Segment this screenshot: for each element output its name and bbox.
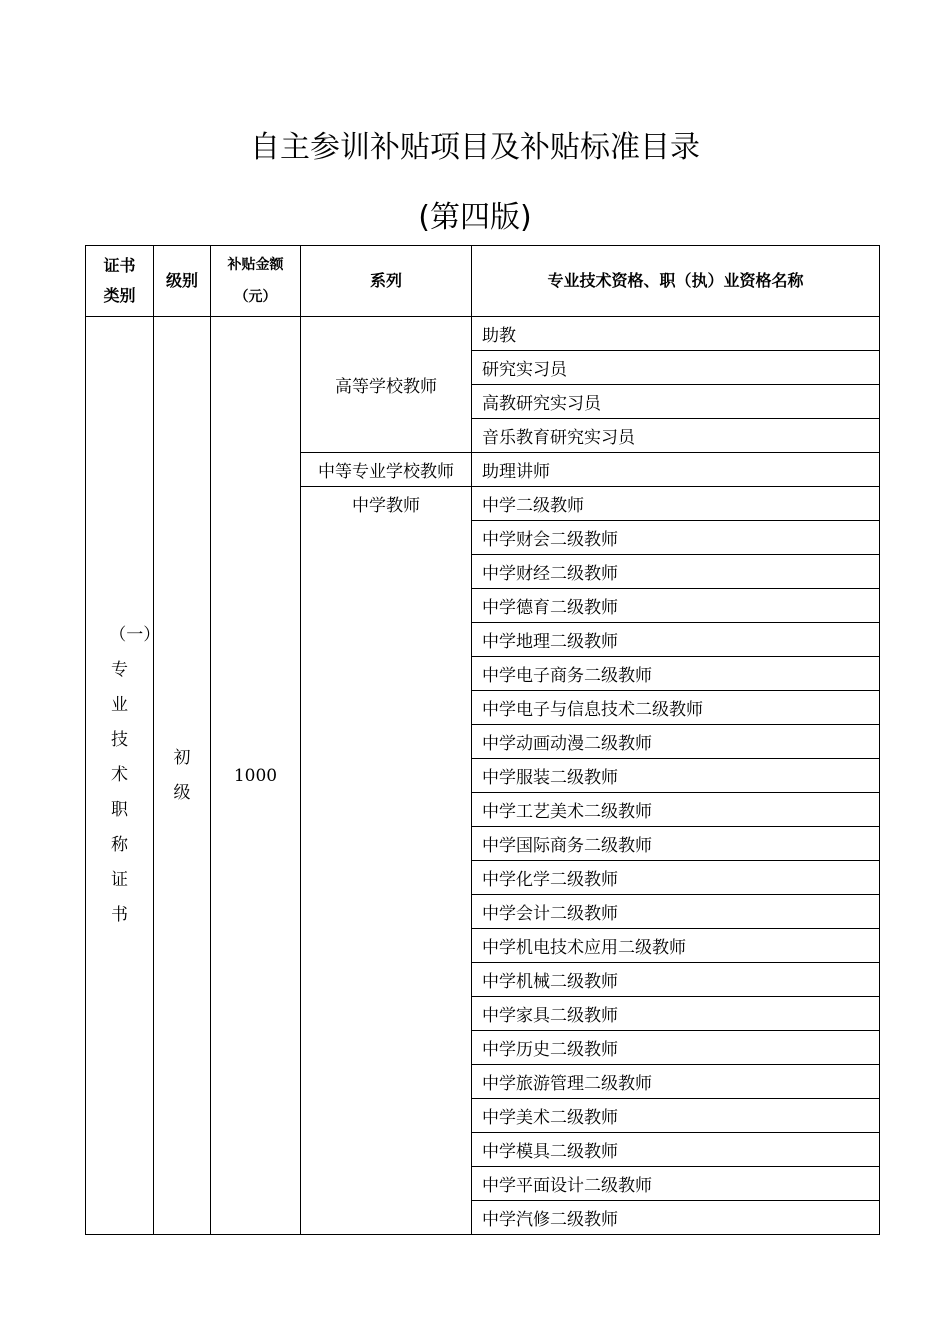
category-cell: （一）专业技术职称证书: [86, 317, 154, 1235]
qualification-name: 中学汽修二级教师: [472, 1201, 880, 1235]
qualification-name: 中学财经二级教师: [472, 555, 880, 589]
qualification-name: 中学家具二级教师: [472, 997, 880, 1031]
qualification-name: 中学德育二级教师: [472, 589, 880, 623]
qualification-name: 研究实习员: [472, 351, 880, 385]
header-category: 证书类别: [86, 246, 154, 317]
qualification-name: 中学地理二级教师: [472, 623, 880, 657]
qualification-name: 中学国际商务二级教师: [472, 827, 880, 861]
qualification-name: 中学模具二级教师: [472, 1133, 880, 1167]
qualification-name: 高教研究实习员: [472, 385, 880, 419]
qualification-name: 中学动画动漫二级教师: [472, 725, 880, 759]
header-series: 系列: [301, 246, 472, 317]
qualification-name: 中学服装二级教师: [472, 759, 880, 793]
qualification-name: 中学机械二级教师: [472, 963, 880, 997]
qualification-name: 助教: [472, 317, 880, 351]
qualification-name: 中学会计二级教师: [472, 895, 880, 929]
series-cell: 中学教师: [301, 487, 472, 1235]
table-row: [86, 317, 880, 351]
qualification-name: 音乐教育研究实习员: [472, 419, 880, 453]
level-cell: 初级: [154, 317, 211, 1235]
header-name: 专业技术资格、职（执）业资格名称: [472, 246, 880, 317]
qualification-name: 中学旅游管理二级教师: [472, 1065, 880, 1099]
document-title: 自主参训补贴项目及补贴标准目录: [250, 130, 700, 165]
qualification-name: 中学电子与信息技术二级教师: [472, 691, 880, 725]
subsidy-table: [85, 245, 880, 1235]
table-header-row: [86, 246, 880, 317]
qualification-name: 中学机电技术应用二级教师: [472, 929, 880, 963]
qualification-name: 中学历史二级教师: [472, 1031, 880, 1065]
qualification-name: 中学财会二级教师: [472, 521, 880, 555]
qualification-name: 中学二级教师: [472, 487, 880, 521]
qualification-name: 中学美术二级教师: [472, 1099, 880, 1133]
qualification-name: 中学电子商务二级教师: [472, 657, 880, 691]
qualification-name: 助理讲师: [472, 453, 880, 487]
edition-label: (第四版): [418, 200, 532, 235]
qualification-name: 中学平面设计二级教师: [472, 1167, 880, 1201]
series-cell: 中等专业学校教师: [301, 453, 472, 487]
qualification-name: 中学工艺美术二级教师: [472, 793, 880, 827]
header-level: 级别: [154, 246, 211, 317]
qualification-name: 中学化学二级教师: [472, 861, 880, 895]
series-cell: 高等学校教师: [301, 317, 472, 453]
amount-cell: 1000: [211, 317, 301, 1235]
header-amount: 补贴金额（元）: [211, 246, 301, 317]
table-body: [86, 317, 880, 1235]
